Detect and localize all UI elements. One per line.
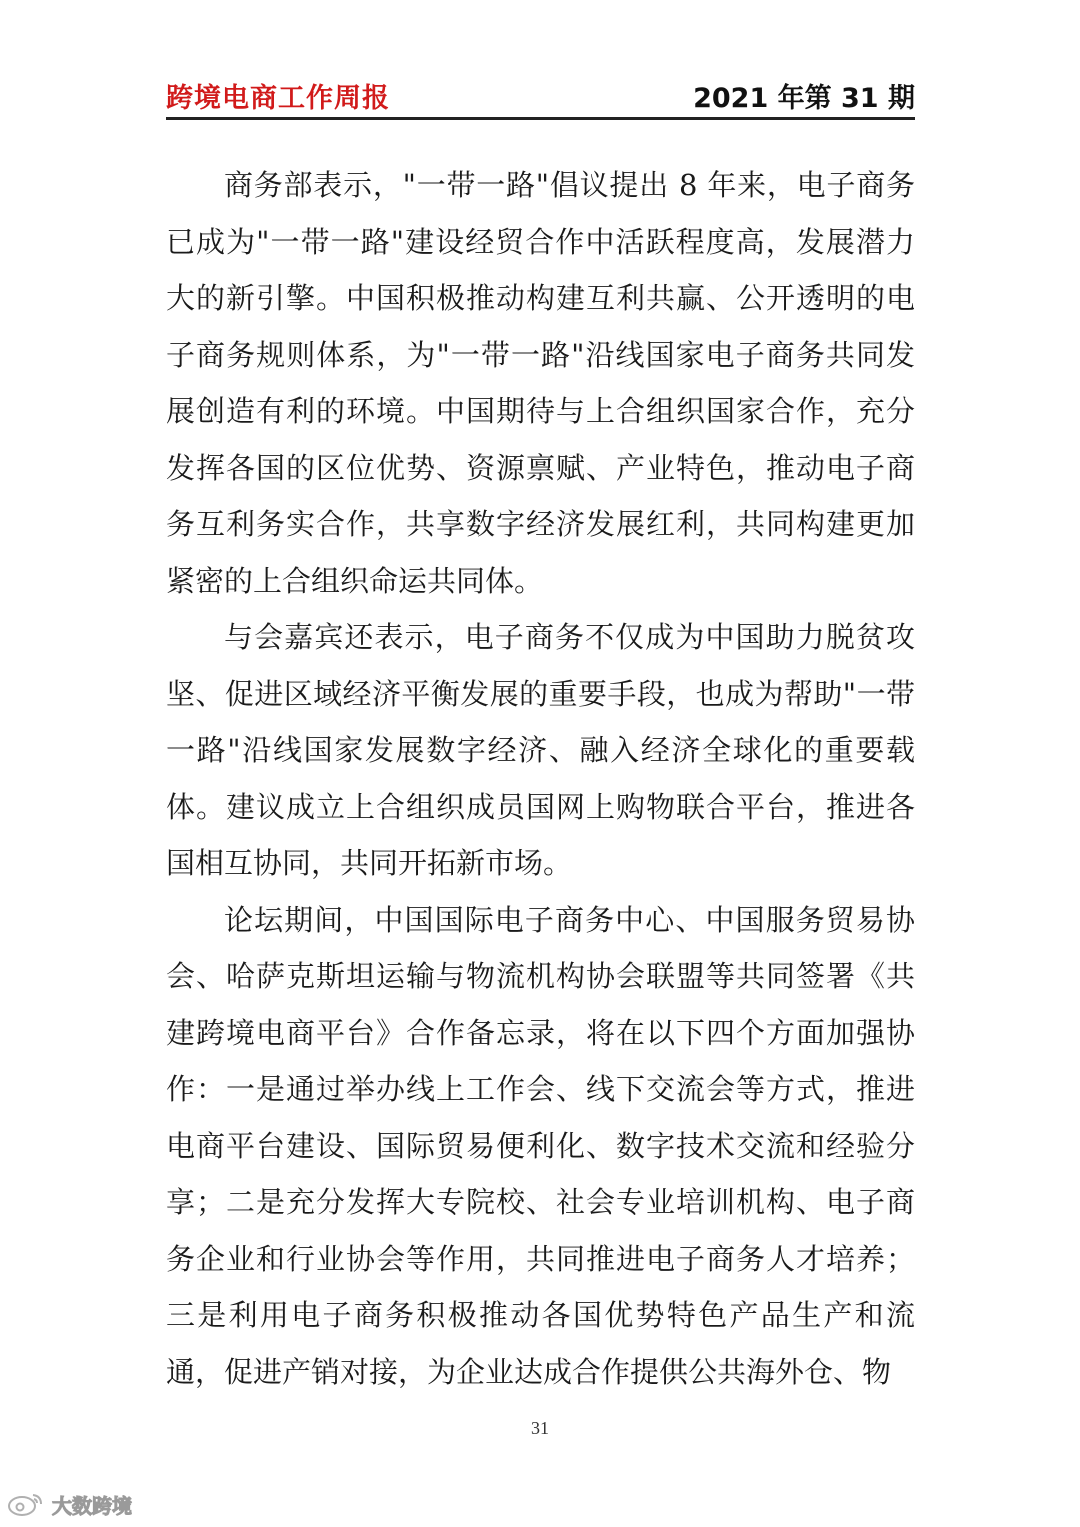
paragraph: 论坛期间，中国国际电子商务中心、中国服务贸易协会、哈萨克斯坦运输与物流机构协会联盟等共同签署《共建跨境电商平台》合作备忘录，将在以下四个方面加强协作：一是通过举办线上工作会、线下交流会等方式，推进电商平台建设、国际贸易便利化、数字技术交流和经验分享；二是充分发挥大专院校、社会专业培训机构、电子商务企业和行业协会等作用，共同推进电子商务人才培养；三是利用电子商务积极推动各国优势特色产品生产和流通，促进产销对接，为企业达成合作提供公共海外仓、物 xyxy=(166,902,915,1389)
paragraph: 与会嘉宾还表示，电子商务不仅成为中国助力脱贫攻坚、促进区域经济平衡发展的重要手段，也成为帮助"一带一路"沿线国家发展数字经济、融入经济全球化的重要载体。建议成立上合组织成员国网上购物联合平台，推进各国相互协同，共同开拓新市场。 xyxy=(166,620,915,880)
header-issue: 2021 年第 31 期 xyxy=(693,83,915,114)
page-number: 31 xyxy=(531,1418,549,1438)
weibo-logo-icon xyxy=(6,1491,46,1517)
watermark-text: 大数跨境 xyxy=(52,1493,132,1518)
watermark xyxy=(6,1490,132,1518)
paragraph: 商务部表示，"一带一路"倡议提出 8 年来，电子商务已成为"一带一路"建设经贸合作中活跃程度高，发展潜力大的新引擎。中国积极推动构建互利共赢、公开透明的电子商务规则体系，为"一带一路"沿线国家电子商务共同发展创造有利的环境。中国期待与上合组织国家合作，充分发挥各国的区位优势、资源禀赋、产业特色，推动电子商务互利务实合作，共享数字经济发展红利，共同构建更加紧密的上合组织命运共同体。 xyxy=(166,168,915,598)
header-divider xyxy=(166,117,915,120)
header-title: 跨境电商工作周报 xyxy=(166,83,390,114)
article-body xyxy=(166,157,915,1400)
